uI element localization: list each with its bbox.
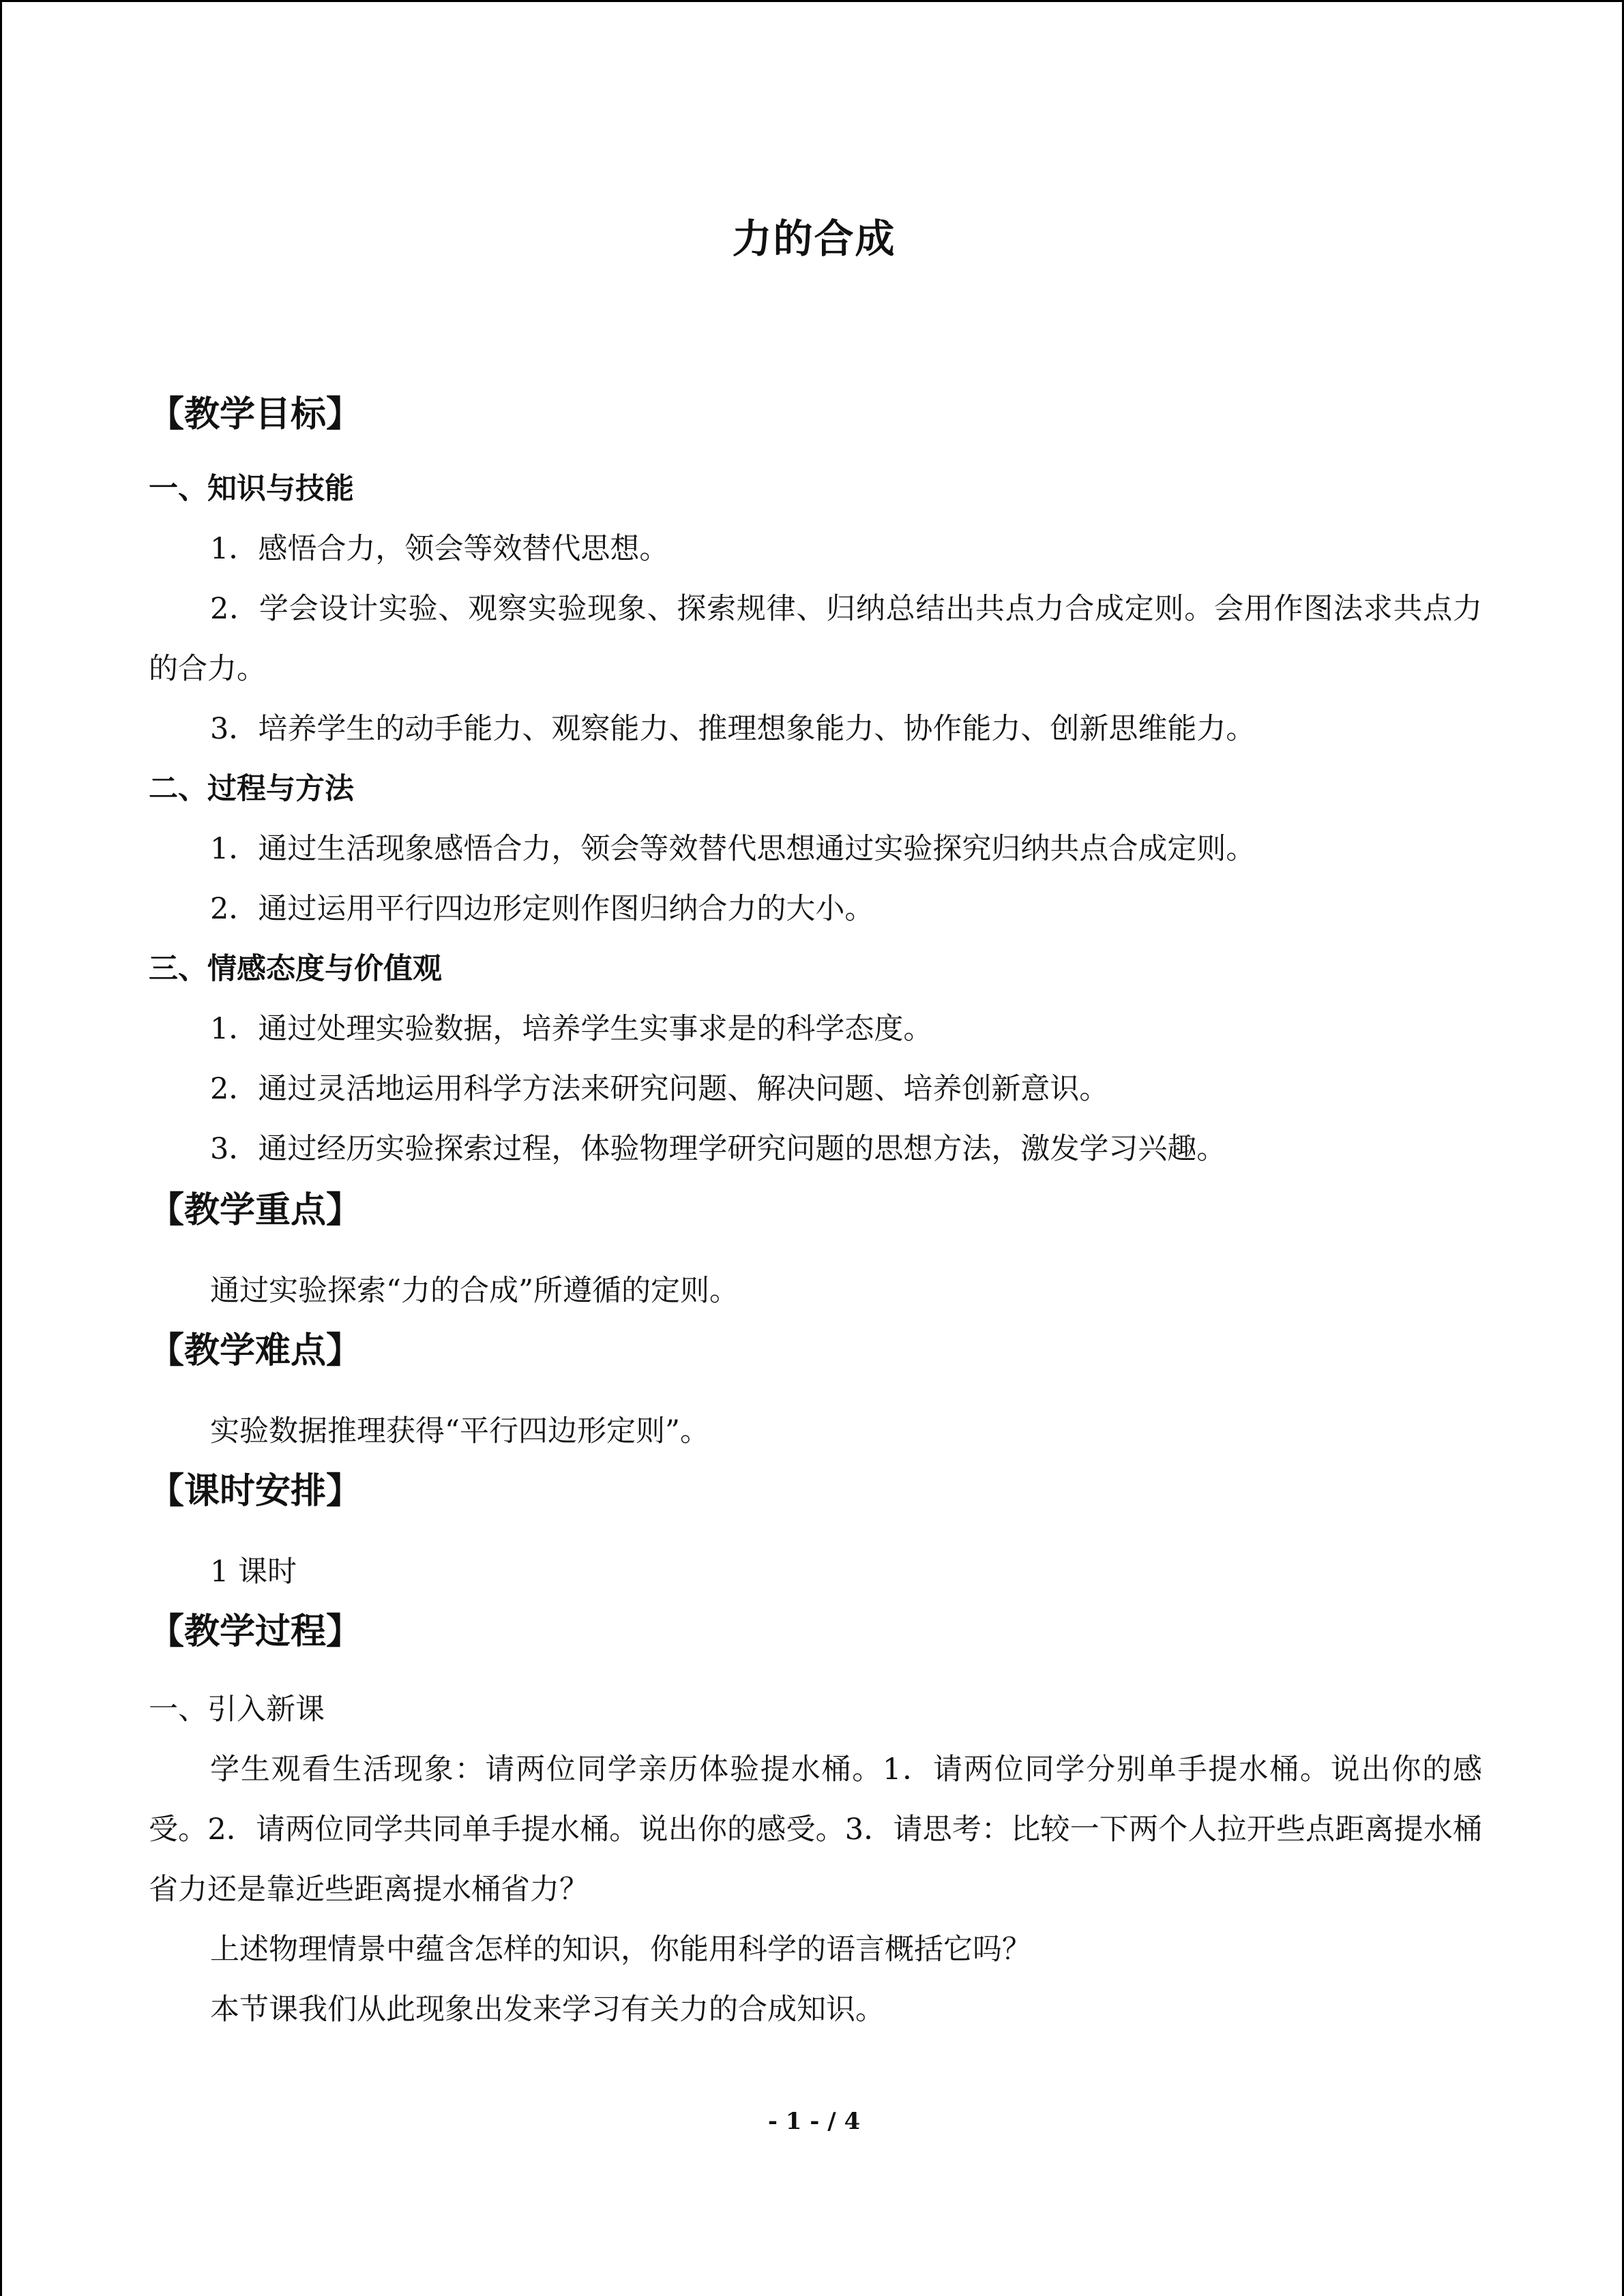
attitude-item: 2．通过灵活地运用科学方法来研究问题、解决问题、培养创新意识。 xyxy=(210,1072,1109,1106)
difficulty-heading: 【教学难点】 xyxy=(149,1330,362,1371)
knowledge-item: 1．感悟合力，领会等效替代思想。 xyxy=(210,532,669,566)
page-number: - 1 - / 4 xyxy=(767,2108,861,2135)
process-method-heading: 二、过程与方法 xyxy=(149,772,354,806)
schedule-heading: 【课时安排】 xyxy=(149,1471,362,1512)
intro-paragraph: 学生观看生活现象：请两位同学亲历体验提水桶。1．请两位同学分别单手提水桶。说出你的感受。2．请两位同学共同单手提水桶。说出你的感受。3．请思考：比较一下两个人拉开些点距离提水桶省力还是靠近些距离提水桶省力？ xyxy=(149,1753,1482,1907)
knowledge-item: 2．学会设计实验、观察实验现象、探索规律、归纳总结出共点力合成定则。会用作图法求共点力的合力。 xyxy=(149,592,1482,686)
attitude-item: 3．通过经历实验探索过程，体验物理学研究问题的思想方法，激发学习兴趣。 xyxy=(210,1132,1226,1166)
intro-heading: 一、引入新课 xyxy=(149,1693,325,1727)
schedule-text: 1 课时 xyxy=(210,1555,297,1589)
intro-paragraph: 本节课我们从此现象出发来学习有关力的合成知识。 xyxy=(210,1993,885,2027)
attitude-item: 1．通过处理实验数据，培养学生实事求是的科学态度。 xyxy=(210,1012,933,1046)
process-method-item: 1．通过生活现象感悟合力，领会等效替代思想通过实验探究归纳共点合成定则。 xyxy=(210,832,1256,866)
page-title: 力的合成 xyxy=(732,215,896,262)
key-point-text: 通过实验探索“力的合成”所遵循的定则。 xyxy=(210,1274,739,1308)
teaching-process-heading: 【教学过程】 xyxy=(149,1611,362,1652)
attitude-heading: 三、情感态度与价值观 xyxy=(149,952,442,986)
document-body xyxy=(149,387,1482,2040)
knowledge-heading: 一、知识与技能 xyxy=(149,472,354,506)
process-method-item: 2．通过运用平行四边形定则作图归纳合力的大小。 xyxy=(210,892,874,926)
key-point-heading: 【教学重点】 xyxy=(149,1190,362,1231)
knowledge-item: 3．培养学生的动手能力、观察能力、推理想象能力、协作能力、创新思维能力。 xyxy=(210,712,1256,746)
intro-paragraph: 上述物理情景中蕴含怎样的知识，你能用科学的语言概括它吗？ xyxy=(210,1933,1031,1967)
difficulty-text: 实验数据推理获得“平行四边形定则”。 xyxy=(210,1414,709,1448)
objectives-heading: 【教学目标】 xyxy=(149,394,362,435)
